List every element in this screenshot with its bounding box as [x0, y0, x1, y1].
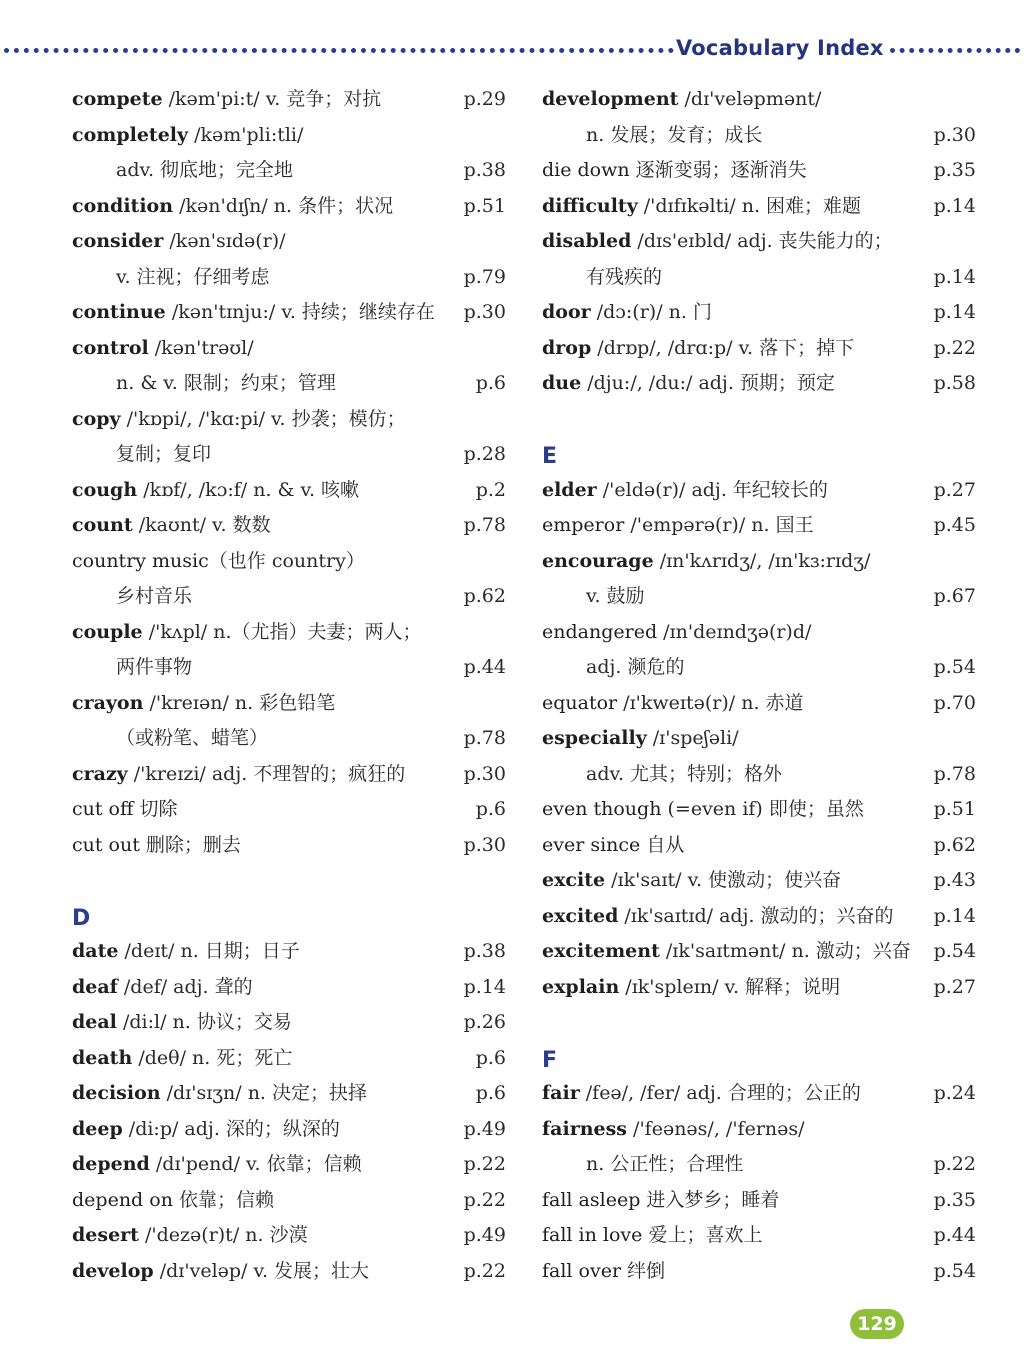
entry-page-ref: p.38 [463, 159, 506, 181]
index-entry [542, 792, 976, 828]
entry-text [72, 1183, 274, 1219]
entry-text [542, 189, 861, 225]
entry-definition: /dɔ:(r)/ n. 门 [590, 301, 712, 323]
entry-page-ref: p.49 [463, 1117, 506, 1140]
entry-page-ref: p.6 [475, 798, 506, 820]
entry-headword: copy [72, 407, 121, 430]
index-entry [72, 366, 506, 402]
entry-headword: depend [72, 1153, 150, 1175]
index-entry [72, 1147, 506, 1183]
entry-page-ref: p.6 [475, 1046, 506, 1069]
entry-text [116, 721, 268, 757]
index-entry [72, 970, 506, 1006]
index-entry [72, 260, 506, 296]
index-entry [542, 863, 976, 899]
entry-page-ref: p.28 [463, 443, 506, 465]
entry-headword: fair [542, 1082, 580, 1104]
entry-headword: endangered [542, 620, 658, 643]
entry-page-ref: p.24 [933, 1082, 976, 1104]
entry-headword: decision [72, 1082, 161, 1104]
entry-page-ref: p.30 [933, 123, 976, 146]
index-entry [542, 153, 976, 189]
section-letter: E [542, 444, 558, 469]
entry-definition: /dju:/, /du:/ adj. 预期；预定 [581, 372, 835, 394]
index-entry [72, 1112, 506, 1148]
entry-definition: /kən'tɪnju:/ v. 持续；继续存在 [165, 301, 435, 323]
entry-text [542, 863, 841, 899]
index-entry [72, 153, 506, 189]
entry-text [586, 118, 762, 154]
entry-text [72, 189, 393, 225]
entry-definition: v. 注视；仔细考虑 [116, 265, 270, 288]
entry-definition: /'kɒpi/, /'kɑ:pi/ v. 抄袭；模仿； [120, 407, 406, 430]
entry-definition: (=even if) 即使；虽然 [661, 798, 864, 820]
entry-definition: 有残疾的 [586, 265, 663, 288]
entry-text [586, 757, 782, 793]
index-entry [542, 1147, 976, 1183]
right-column [542, 82, 976, 1289]
index-entry [542, 1254, 976, 1290]
index-entry [542, 650, 976, 686]
entry-text [116, 153, 293, 189]
entry-definition: /drɒp/, /drɑ:p/ v. 落下；掉下 [591, 336, 855, 359]
index-entry [542, 899, 976, 935]
index-entry [542, 331, 976, 367]
entry-definition: /def/ adj. 聋的 [117, 975, 253, 998]
index-entry [542, 686, 976, 722]
entry-definition: 爱上；喜欢上 [642, 1224, 763, 1246]
entry-page-ref: p.14 [933, 904, 976, 927]
entry-page-ref: p.2 [475, 478, 506, 501]
entry-text [116, 437, 211, 473]
index-entry [542, 118, 976, 154]
entry-definition: /deɪt/ n. 日期；日子 [118, 940, 300, 962]
entry-page-ref: p.49 [463, 1224, 506, 1246]
entry-definition: adj. 濒危的 [586, 656, 685, 678]
index-entry [542, 615, 976, 651]
entry-text [72, 118, 303, 154]
index-entry [72, 757, 506, 793]
entry-page-ref: p.54 [933, 940, 976, 962]
index-entry [72, 224, 506, 260]
entry-text [116, 579, 192, 615]
entry-definition: /kən'trəʊl/ [148, 336, 254, 359]
entry-text [542, 934, 911, 970]
entry-definition: n. & v. 限制；约束；管理 [116, 372, 336, 394]
entry-headword: fairness [542, 1117, 628, 1140]
entry-text [116, 260, 270, 296]
entry-headword: count [72, 514, 133, 536]
entry-headword: desert [72, 1224, 139, 1246]
entry-definition: n. 公正性；合理性 [586, 1153, 744, 1175]
index-entry [542, 82, 976, 118]
entry-headword: explain [542, 975, 620, 998]
entry-page-ref: p.78 [463, 727, 506, 749]
entry-definition: /kən'sɪdə(r)/ [163, 230, 286, 252]
entry-text [72, 970, 253, 1006]
entry-definition: /ɪk'saɪtmənt/ n. 激动；兴奋 [659, 940, 911, 962]
entry-text [542, 508, 814, 544]
entry-definition: /di:p/ adj. 深的；纵深的 [122, 1117, 340, 1140]
index-entry [72, 295, 506, 331]
entry-definition: /'kreɪzi/ adj. 不理智的；疯狂的 [127, 762, 406, 785]
entry-definition: n. 发展；发育；成长 [586, 123, 763, 146]
entry-definition: 复制；复印 [116, 443, 212, 465]
entry-page-ref: p.35 [933, 1188, 976, 1211]
entry-page-ref: p.51 [933, 798, 976, 820]
entry-text [116, 650, 192, 686]
entry-definition: /ɪk'spleɪn/ v. 解释；说明 [619, 975, 841, 998]
entry-definition: /ɪn'deɪndʒə(r)d/ [657, 620, 812, 643]
index-entry [72, 828, 506, 864]
entry-definition: /ɪn'kʌrɪdʒ/, /ɪn'kɜ:rɪdʒ/ [653, 549, 871, 572]
entry-definition: adv. 尤其；特别；格外 [586, 762, 783, 785]
entry-text [542, 1218, 762, 1254]
entry-page-ref: p.6 [475, 1082, 506, 1104]
entry-text [542, 1254, 665, 1290]
entry-headword: develop [72, 1259, 154, 1282]
entry-headword: ever since [542, 833, 641, 856]
entry-text [542, 1112, 805, 1148]
entry-headword: crayon [72, 691, 144, 714]
section-letter: F [542, 1047, 558, 1073]
index-entry [542, 579, 976, 615]
entry-definition: 进入梦乡；睡着 [640, 1188, 780, 1211]
entry-text [72, 1041, 292, 1077]
entry-definition: 切除 [133, 798, 178, 820]
header-dotted-rule-left [4, 48, 674, 53]
entry-definition: （也作 country） [208, 549, 365, 572]
index-entry [72, 118, 506, 154]
entry-definition: 删除；删去 [139, 833, 241, 856]
entry-text [586, 650, 684, 686]
index-entry [542, 1076, 976, 1112]
entry-text [542, 615, 811, 651]
entry-page-ref: p.45 [933, 514, 976, 536]
entry-definition: /ɪk'saɪt/ v. 使激动；使兴奋 [605, 869, 842, 891]
entry-text [72, 828, 241, 864]
index-entry [72, 579, 506, 615]
entry-headword: elder [542, 478, 597, 501]
section-spacer [542, 402, 976, 438]
entry-definition: 乡村音乐 [116, 585, 193, 607]
index-entry [542, 508, 976, 544]
index-entry [72, 437, 506, 473]
entry-definition: /deθ/ n. 死；死亡 [132, 1046, 293, 1069]
entry-page-ref: p.78 [463, 514, 506, 536]
entry-headword: drop [542, 336, 592, 359]
entry-headword: couple [72, 620, 143, 643]
entry-page-ref: p.30 [463, 833, 506, 856]
entry-text [72, 295, 435, 331]
entry-definition: /'eldə(r)/ adj. 年纪较长的 [596, 478, 828, 501]
entry-text [542, 295, 712, 331]
index-entry [72, 1005, 506, 1041]
entry-headword: development [542, 88, 679, 110]
entry-text [542, 82, 821, 118]
index-entry [72, 615, 506, 651]
entry-text [542, 366, 835, 402]
entry-headword: due [542, 372, 582, 394]
index-entry [72, 1076, 506, 1112]
entry-headword: fall over [542, 1259, 622, 1282]
entry-headword: disabled [542, 230, 632, 252]
entry-text [72, 402, 406, 438]
entry-text [542, 792, 864, 828]
index-entry [72, 650, 506, 686]
entry-definition: adv. 彻底地；完全地 [116, 159, 294, 181]
entry-text [72, 544, 365, 580]
entry-definition: v. 鼓励 [586, 585, 645, 607]
entry-headword: condition [72, 194, 174, 217]
entry-page-ref: p.27 [933, 975, 976, 998]
entry-text [72, 934, 300, 970]
index-entry [72, 402, 506, 438]
entry-definition: 自从 [640, 833, 685, 856]
header-dotted-rule-right [890, 48, 1020, 53]
entry-headword: cough [72, 478, 138, 501]
entry-headword: die down [542, 159, 630, 181]
entry-headword: fall asleep [542, 1188, 641, 1211]
entry-page-ref: p.43 [933, 869, 976, 891]
entry-definition: 两件事物 [116, 656, 193, 678]
entry-headword: deal [72, 1011, 117, 1033]
section-letter: D [72, 905, 91, 931]
index-entry [542, 366, 976, 402]
entry-text [542, 544, 870, 580]
entry-page-ref: p.14 [463, 975, 506, 998]
index-entry [542, 544, 976, 580]
entry-text [72, 224, 286, 260]
index-entry [72, 1254, 506, 1290]
entry-text [542, 153, 807, 189]
entry-definition: /kaʊnt/ v. 数数 [132, 514, 271, 536]
index-entry [72, 544, 506, 580]
index-entry [72, 82, 506, 118]
entry-headword: depend on [72, 1188, 173, 1211]
entry-text [72, 82, 381, 118]
entry-page-ref: p.51 [463, 194, 506, 217]
index-entry [72, 1218, 506, 1254]
entry-definition: 绊倒 [621, 1259, 666, 1282]
entry-headword: cut off [72, 798, 134, 820]
entry-headword: especially [542, 727, 647, 749]
entry-page-ref: p.78 [933, 762, 976, 785]
entry-headword: excite [542, 869, 606, 891]
index-entry [72, 721, 506, 757]
entry-text [72, 1254, 369, 1290]
entry-page-ref: p.26 [463, 1011, 506, 1033]
entry-definition: /feə/, /fer/ adj. 合理的；公正的 [579, 1082, 861, 1104]
entry-definition: /'kʌpl/ n.（尤指）夫妻；两人； [142, 620, 422, 643]
entry-text [72, 1112, 340, 1148]
entry-definition: /'empərə(r)/ n. 国王 [624, 514, 814, 536]
entry-text [542, 686, 804, 722]
entry-text [116, 366, 336, 402]
entry-text [72, 473, 359, 509]
entry-headword: control [72, 336, 149, 359]
entry-text [542, 828, 684, 864]
entry-page-ref: p.35 [933, 159, 976, 181]
entry-text [542, 1076, 861, 1112]
entry-definition: /kəm'pli:tli/ [188, 123, 304, 146]
entry-headword: country music [72, 549, 209, 572]
entry-definition: /dɪ'pend/ v. 依靠；信赖 [149, 1153, 362, 1175]
entry-definition: /dɪ'veləpmənt/ [678, 88, 822, 110]
entry-definition: /ɪ'speʃəli/ [646, 727, 739, 749]
entry-definition: /kən'dɪʃn/ n. 条件；状况 [173, 194, 394, 217]
page-number-badge: 129 [850, 1309, 904, 1339]
entry-page-ref: p.22 [463, 1188, 506, 1211]
entry-text [542, 899, 894, 935]
entry-definition: /'kreɪən/ n. 彩色铅笔 [143, 691, 336, 714]
section-spacer [542, 1005, 976, 1041]
index-entry [72, 473, 506, 509]
entry-text [72, 615, 422, 651]
entry-page-ref: p.79 [463, 265, 506, 288]
entry-headword: deaf [72, 975, 118, 998]
entry-page-ref: p.38 [463, 940, 506, 962]
entry-headword: emperor [542, 514, 625, 536]
entry-page-ref: p.54 [933, 1259, 976, 1282]
index-entry [72, 508, 506, 544]
entry-page-ref: p.14 [933, 265, 976, 288]
entry-headword: consider [72, 230, 164, 252]
entry-definition: /'feənəs/, /'fernəs/ [627, 1117, 805, 1140]
entry-definition: （或粉笔、蜡笔） [116, 727, 269, 749]
entry-headword: even though [542, 798, 662, 820]
index-entry [72, 934, 506, 970]
entry-page-ref: p.29 [463, 88, 506, 110]
page-title: Vocabulary Index [676, 36, 884, 60]
entry-text [542, 1183, 779, 1219]
entry-page-ref: p.6 [475, 372, 506, 394]
entry-definition: /'dɪfɪkəlti/ n. 困难；难题 [637, 194, 862, 217]
index-entry [542, 295, 976, 331]
entry-text [72, 1147, 362, 1183]
left-column [72, 82, 506, 1289]
entry-text [72, 1218, 308, 1254]
entry-definition: /ɪk'saɪtɪd/ adj. 激动的；兴奋的 [618, 904, 894, 927]
entry-page-ref: p.44 [933, 1224, 976, 1246]
entry-headword: crazy [72, 762, 128, 785]
entry-text [72, 1076, 367, 1112]
entry-definition: 依靠；信赖 [172, 1188, 274, 1211]
entry-definition: 逐渐变弱；逐渐消失 [629, 159, 807, 181]
index-entry [542, 260, 976, 296]
entry-definition: /'dezə(r)t/ n. 沙漠 [138, 1224, 308, 1246]
entry-page-ref: p.44 [463, 656, 506, 678]
index-entry [72, 189, 506, 225]
index-entry [542, 970, 976, 1006]
entry-definition: /di:l/ n. 协议；交易 [116, 1011, 292, 1033]
index-entry [72, 686, 506, 722]
entry-headword: continue [72, 301, 166, 323]
entry-page-ref: p.22 [933, 1153, 976, 1175]
index-entry [542, 1183, 976, 1219]
entry-page-ref: p.54 [933, 656, 976, 678]
entry-text [542, 721, 739, 757]
entry-text [586, 579, 645, 615]
entry-page-ref: p.14 [933, 194, 976, 217]
entry-headword: encourage [542, 549, 654, 572]
entry-headword: difficulty [542, 194, 638, 217]
index-entry [542, 757, 976, 793]
entry-text [72, 792, 178, 828]
entry-definition: /ɪ'kweɪtə(r)/ n. 赤道 [617, 691, 804, 714]
entry-page-ref: p.70 [933, 691, 976, 714]
index-entry [542, 224, 976, 260]
entry-text [542, 331, 854, 367]
section-spacer [72, 863, 506, 899]
page-header [0, 36, 1024, 66]
index-entry [542, 189, 976, 225]
entry-headword: equator [542, 691, 618, 714]
entry-text [586, 1147, 743, 1183]
entry-page-ref: p.22 [933, 336, 976, 359]
entry-text [542, 970, 840, 1006]
entry-headword: death [72, 1046, 133, 1069]
entry-definition: /kəm'pi:t/ v. 竞争；对抗 [162, 88, 382, 110]
entry-text [72, 331, 254, 367]
index-entry [72, 1183, 506, 1219]
index-entry [542, 934, 976, 970]
index-entry [72, 1041, 506, 1077]
entry-headword: fall in love [542, 1224, 643, 1246]
index-entry [542, 473, 976, 509]
index-entry [72, 331, 506, 367]
entry-definition: /dɪ'sɪʒn/ n. 决定；抉择 [160, 1082, 368, 1104]
entry-page-ref: p.30 [463, 301, 506, 323]
entry-page-ref: p.30 [463, 762, 506, 785]
entry-text [72, 686, 335, 722]
index-entry [542, 828, 976, 864]
entry-text [72, 1005, 292, 1041]
index-entry [542, 721, 976, 757]
entry-page-ref: p.67 [933, 585, 976, 607]
entry-headword: completely [72, 123, 189, 146]
entry-text [542, 473, 828, 509]
entry-text [72, 757, 405, 793]
entry-text [542, 224, 893, 260]
entry-page-ref: p.27 [933, 478, 976, 501]
entry-page-ref: p.22 [463, 1153, 506, 1175]
entry-definition: /kɒf/, /kɔ:f/ n. & v. 咳嗽 [137, 478, 360, 501]
entry-headword: excitement [542, 940, 660, 962]
entry-page-ref: p.58 [933, 372, 976, 394]
entry-page-ref: p.62 [463, 585, 506, 607]
entry-page-ref: p.62 [933, 833, 976, 856]
entry-headword: date [72, 940, 119, 962]
index-entry [542, 1218, 976, 1254]
entry-headword: deep [72, 1117, 123, 1140]
entry-text [72, 508, 271, 544]
entry-text [586, 260, 662, 296]
entry-headword: cut out [72, 833, 140, 856]
entry-definition: /dɪ'veləp/ v. 发展；壮大 [153, 1259, 370, 1282]
entry-page-ref: p.22 [463, 1259, 506, 1282]
entry-headword: compete [72, 88, 163, 110]
entry-headword: door [542, 301, 591, 323]
index-entry [72, 792, 506, 828]
entry-definition: /dɪs'eɪbld/ adj. 丧失能力的； [631, 230, 893, 252]
entry-page-ref: p.14 [933, 301, 976, 323]
entry-headword: excited [542, 904, 619, 927]
index-entry [542, 1112, 976, 1148]
